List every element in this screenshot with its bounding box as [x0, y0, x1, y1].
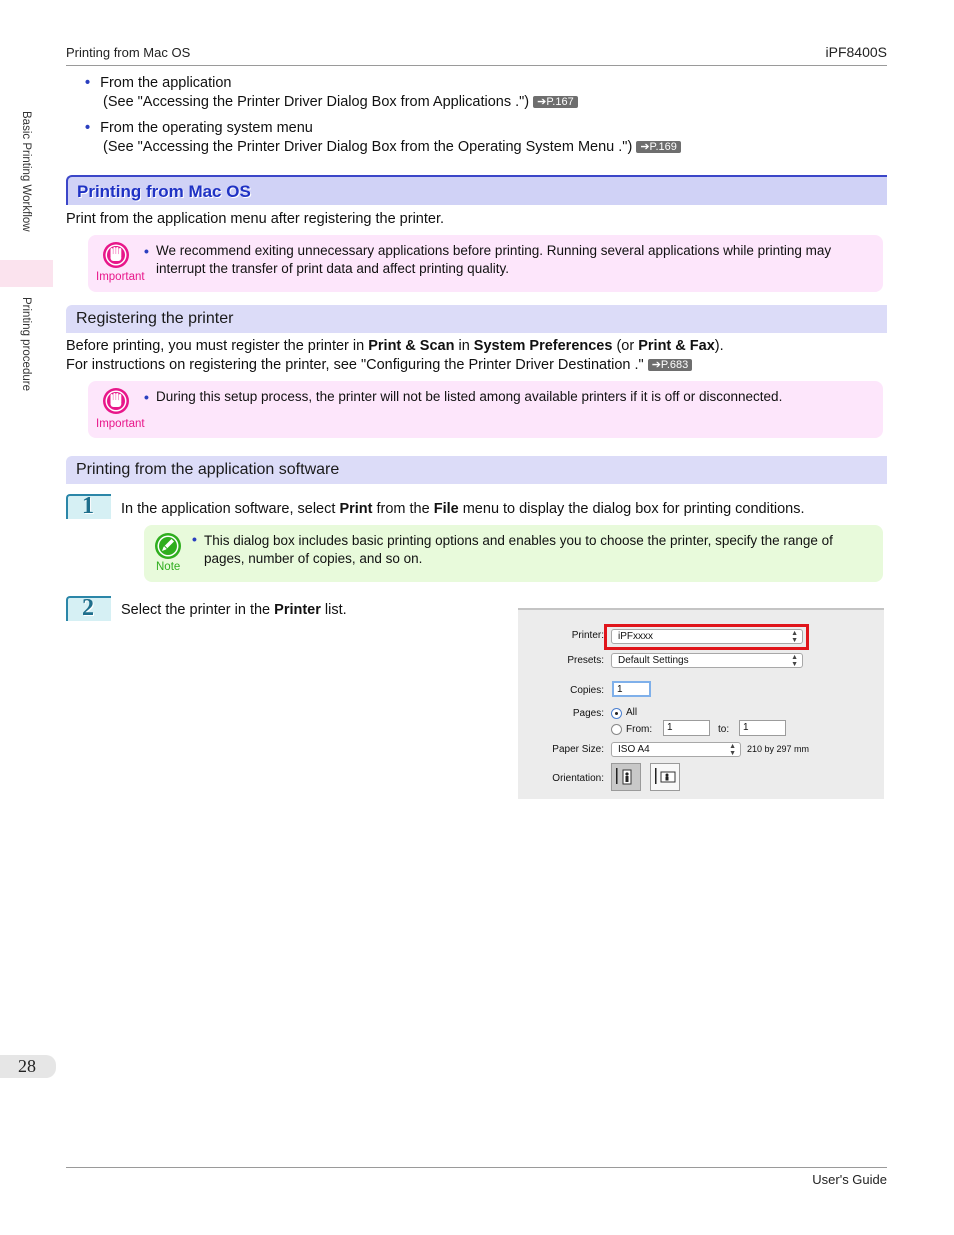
- presets-popup[interactable]: [611, 653, 803, 668]
- important-label: Important: [96, 271, 145, 283]
- text-run: In the application software, select: [121, 501, 340, 517]
- section-intro: Print from the application menu after registering the printer.: [66, 211, 444, 227]
- text-run: in: [454, 338, 474, 354]
- see-also-text: (See "Accessing the Printer Driver Dialog Box from Applications ."): [103, 94, 530, 110]
- print-dialog-screenshot: [518, 608, 884, 799]
- landscape-orientation-button[interactable]: [650, 763, 680, 791]
- bullet-icon: •: [192, 531, 197, 547]
- paper-size-label: Paper Size:: [552, 744, 604, 755]
- running-header-model: iPF8400S: [825, 44, 887, 60]
- list-item-label: From the operating system menu: [100, 120, 313, 136]
- note-text: This dialog box includes basic printing options and enables you to choose the printer, specify the range of pages, number of copies, and so on.: [204, 533, 833, 566]
- pages-from-label: From:: [626, 724, 653, 735]
- list-item: [85, 119, 313, 138]
- text-run: Select the printer in the: [121, 602, 275, 618]
- subheading-printing-from-app: [66, 456, 887, 484]
- important-text: During this setup process, the printer will not be listed among available printers if it is off or disconnected.: [156, 389, 783, 404]
- step-number-badge: [66, 494, 111, 519]
- list-item-see-also: [103, 93, 578, 112]
- important-text: We recommend exiting unnecessary applications before printing. Running several applications while printing may interrupt the transfer of print data and affect printing quality.: [156, 243, 832, 276]
- pages-label: Pages:: [572, 708, 604, 719]
- page-ref-link[interactable]: ➔P.167: [533, 96, 578, 108]
- header-rule: [66, 65, 887, 66]
- important-label: Important: [96, 418, 145, 430]
- subheading-text: Registering the printer: [76, 310, 234, 327]
- text-run: menu to display the dialog box for printing conditions.: [458, 501, 805, 517]
- presets-popup-value: Default Settings: [618, 655, 689, 666]
- footer-guide-title: User's Guide: [812, 1172, 887, 1187]
- important-hand-icon: [102, 387, 130, 415]
- bullet-icon: •: [144, 243, 149, 259]
- updown-arrows-icon: ▲ ▼: [729, 743, 736, 757]
- page-number: 28: [18, 1056, 36, 1076]
- portrait-icon: [612, 764, 640, 790]
- text-run: from the: [372, 501, 434, 517]
- ui-term-printer: Printer: [274, 602, 321, 618]
- step-number: 1: [82, 493, 94, 519]
- page-ref-link[interactable]: ➔P.169: [636, 141, 681, 153]
- note-label: Note: [156, 561, 181, 573]
- ui-term-print-scan: Print & Scan: [368, 338, 455, 354]
- text-run: (or: [612, 338, 639, 354]
- running-header-section: Printing from Mac OS: [66, 45, 191, 60]
- step-1-text: [121, 500, 805, 519]
- see-also-text: (See "Accessing the Printer Driver Dialog Box from the Operating System Menu ."): [103, 139, 633, 155]
- important-box: [88, 381, 883, 438]
- bullet-icon: •: [85, 75, 91, 91]
- step-2-text: [121, 601, 347, 620]
- section-heading: [66, 175, 887, 205]
- printer-popup-value: iPFxxxx: [618, 631, 653, 642]
- highlight-frame: [604, 624, 809, 650]
- bullet-icon: •: [144, 389, 149, 405]
- updown-arrows-icon: ▲ ▼: [791, 654, 798, 668]
- important-box: [88, 235, 883, 292]
- pages-all-label: All: [626, 707, 638, 718]
- bullet-icon: •: [85, 120, 91, 136]
- subheading-registering-printer: [66, 305, 887, 333]
- list-item-see-also: [103, 138, 681, 157]
- orientation-label: Orientation:: [552, 773, 604, 784]
- pages-from-radio[interactable]: [611, 724, 622, 735]
- ui-term-file: File: [433, 501, 459, 517]
- subheading-text: Printing from the application software: [76, 461, 340, 478]
- ui-term-system-preferences: System Preferences: [473, 338, 613, 354]
- copies-field[interactable]: 1: [612, 681, 651, 697]
- ui-term-print: Print: [339, 501, 373, 517]
- paragraph-register: [66, 337, 887, 375]
- presets-label: Presets:: [567, 655, 604, 666]
- paper-dimensions: 210 by 297 mm: [747, 744, 810, 754]
- updown-arrows-icon: ▲ ▼: [791, 630, 798, 644]
- footer-rule: [66, 1167, 887, 1168]
- list-item-label: From the application: [100, 75, 232, 91]
- step-number: 2: [82, 595, 94, 621]
- step-number-badge: [66, 596, 111, 621]
- paper-size-value: ISO A4: [618, 744, 650, 755]
- text-run: ).: [714, 338, 724, 354]
- important-hand-icon: [102, 241, 130, 269]
- page-ref-link[interactable]: ➔P.683: [648, 359, 693, 371]
- portrait-orientation-button[interactable]: [611, 763, 641, 791]
- printer-label: Printer:: [571, 630, 604, 641]
- pages-all-radio[interactable]: [611, 708, 622, 719]
- landscape-icon: [651, 764, 679, 790]
- text-run: For instructions on registering the printer, see "Configuring the Printer Driver Destination .": [66, 357, 644, 373]
- text-run: list.: [320, 602, 347, 618]
- paper-size-popup[interactable]: [611, 742, 741, 757]
- list-item: [85, 74, 231, 93]
- text-run: Before printing, you must register the printer in: [66, 338, 369, 354]
- section-title: Printing from Mac OS: [77, 182, 251, 201]
- page-number-tab: [0, 1055, 56, 1078]
- to-label: to:: [718, 724, 730, 735]
- side-tab-basic-printing-workflow[interactable]: Basic Printing Workflow: [20, 111, 32, 232]
- to-page-field[interactable]: 1: [739, 720, 786, 736]
- note-box: [144, 525, 883, 582]
- side-tab-active-marker: [0, 260, 53, 287]
- side-tab-printing-procedure[interactable]: Printing procedure: [20, 297, 32, 391]
- ui-term-print-fax: Print & Fax: [638, 338, 715, 354]
- copies-label: Copies:: [570, 685, 604, 696]
- from-page-field[interactable]: 1: [663, 720, 710, 736]
- note-pencil-icon: [154, 532, 182, 560]
